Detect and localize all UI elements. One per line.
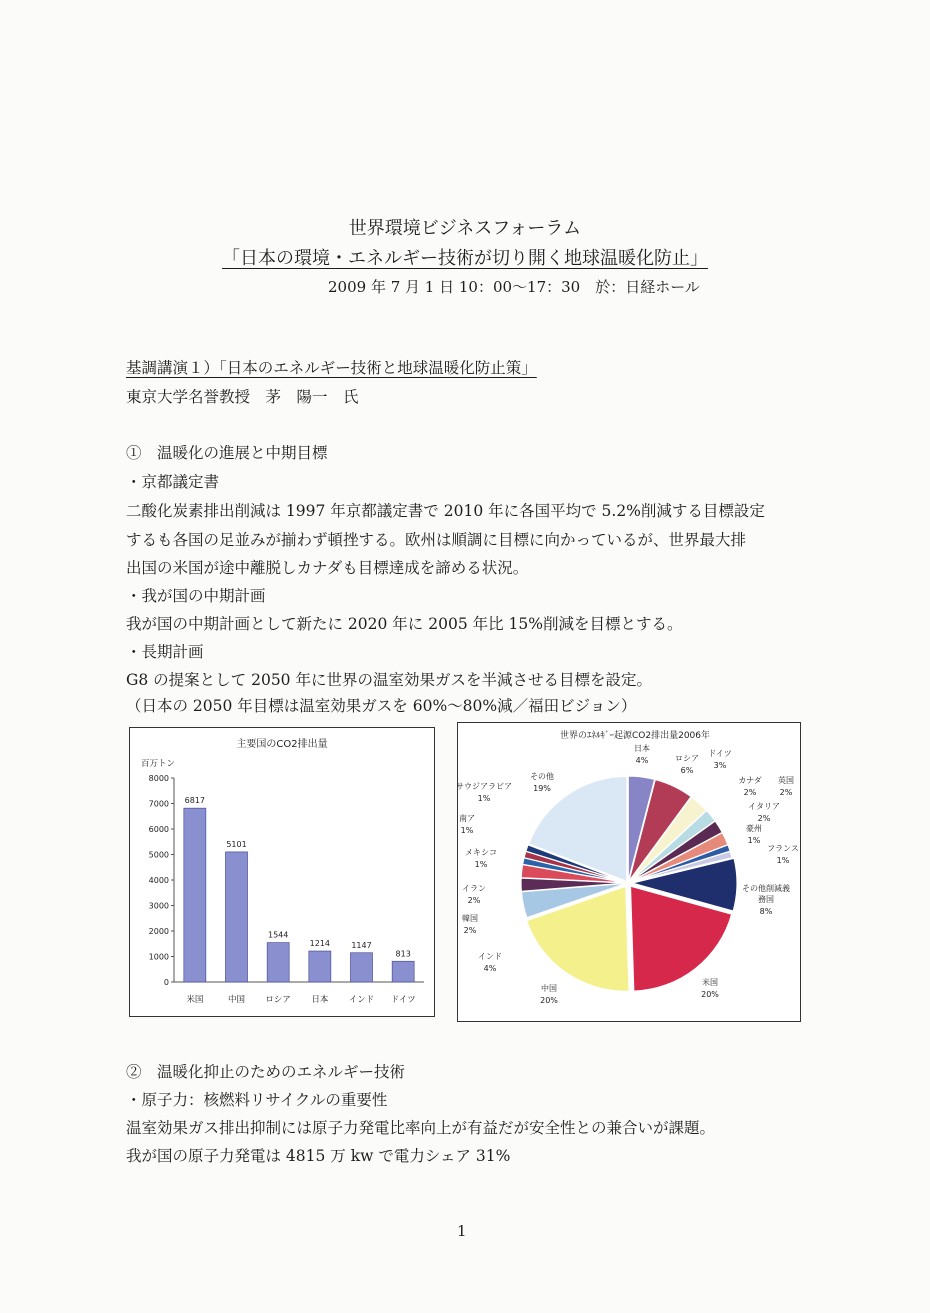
slice-label: 豪州	[746, 824, 762, 833]
y-tick-label: 0	[163, 978, 169, 987]
slice-percent: 8%	[759, 907, 773, 916]
bar	[309, 951, 331, 982]
slice-label: 中国	[541, 984, 557, 993]
bar-chart	[130, 728, 434, 1016]
paragraph-line: 二酸化炭素排出削減は 1997 年京都議定書で 2010 年に各国平均で 5.2%削減する目標設定	[126, 502, 765, 520]
slice-label: メキシコ	[465, 848, 497, 857]
event-datetime: 2009 年 7 月 1 日 10：00〜17：30 於：日経ホール	[328, 278, 700, 296]
bar-value-label: 1214	[309, 939, 331, 949]
x-tick-label: 日本	[311, 995, 329, 1005]
slice-label: イラン	[462, 884, 486, 893]
slice-percent: 4%	[483, 964, 497, 973]
x-tick-label: ドイツ	[390, 995, 416, 1005]
slice-percent: 20%	[540, 996, 558, 1005]
paragraph-line: （日本の 2050 年目標は温室効果ガスを 60%〜80%減／福田ビジョン）	[126, 697, 637, 715]
bar-chart-panel	[129, 727, 435, 1017]
slice-percent: 2%	[467, 896, 481, 905]
keynote-speaker: 東京大学名誉教授 茅 陽一 氏	[126, 388, 359, 406]
section1-heading: ① 温暖化の進展と中期目標	[126, 444, 328, 462]
y-axis-label: 百万トン	[141, 759, 176, 769]
bar-value-label: 813	[395, 949, 411, 959]
forum-title: 世界環境ビジネスフォーラム	[348, 218, 582, 239]
slice-label: その他削減義	[742, 884, 790, 893]
keynote-title: 基調講演１）「日本のエネルギー技術と地球温暖化防止策」	[126, 359, 537, 377]
bar	[392, 961, 414, 982]
paragraph-line: 我が国の原子力発電は 4815 万 kw で電力シェア 31%	[126, 1147, 511, 1165]
bar-value-label: 5101	[226, 839, 247, 849]
bar-value-label: 6817	[184, 796, 206, 806]
slice-label: 南ア	[459, 814, 475, 823]
bullet-longterm: ・長期計画	[126, 643, 204, 661]
bar-value-label: 1544	[267, 930, 289, 940]
slice-percent: 2%	[779, 788, 793, 797]
slice-label: 日本	[634, 744, 650, 753]
bar-value-label: 1147	[351, 940, 372, 950]
slice-percent: 6%	[680, 766, 694, 775]
slice-percent: 1%	[776, 856, 790, 865]
slice-label: 務国	[758, 895, 774, 904]
slice-percent: 1%	[747, 836, 761, 845]
slice-percent: 1%	[474, 860, 488, 869]
x-tick-label: 米国	[186, 995, 204, 1005]
x-tick-label: インド	[348, 995, 375, 1005]
slice-label: ロシア	[675, 754, 699, 763]
paragraph-line: するも各国の足並みが揃わず頓挫する。欧州は順調に目標に向かっているが、世界最大排	[126, 531, 747, 549]
slice-label: 韓国	[462, 914, 478, 923]
slice-label: ドイツ	[708, 749, 732, 758]
forum-subtitle	[0, 244, 930, 270]
slice-label: カナダ	[738, 776, 762, 785]
slice-label: 英国	[778, 776, 794, 785]
pie-chart	[458, 723, 800, 1021]
forum-subtitle-text: 「日本の環境・エネルギー技術が切り開く地球温暖化防止」	[222, 248, 708, 269]
pie-chart-panel	[457, 722, 801, 1022]
paragraph-line: 温室効果ガス排出抑制には原子力発電比率向上が有益だが安全性との兼合いが課題。	[126, 1119, 716, 1137]
bar	[267, 943, 289, 982]
slice-label: サウジアラビア	[458, 782, 512, 791]
slice-label: 米国	[702, 978, 718, 987]
paragraph-line: 出国の米国が途中離脱しカナダも目標達成を諦める状況。	[126, 559, 529, 577]
y-tick-label: 8000	[148, 774, 169, 783]
y-tick-label: 6000	[148, 825, 169, 834]
paragraph-line: 我が国の中期計画として新たに 2020 年に 2005 年比 15%削減を目標とする。	[126, 615, 683, 633]
bullet-kyoto: ・京都議定書	[126, 473, 220, 491]
slice-percent: 2%	[463, 926, 477, 935]
bar	[226, 852, 248, 982]
slice-percent: 2%	[743, 788, 757, 797]
slice-percent: 1%	[477, 794, 491, 803]
bullet-midterm: ・我が国の中期計画	[126, 587, 266, 605]
slice-label: インド	[478, 952, 502, 961]
bullet-nuclear: ・原子力：核燃料リサイクルの重要性	[126, 1091, 388, 1109]
x-tick-label: ロシア	[265, 995, 291, 1005]
y-tick-label: 1000	[148, 952, 169, 962]
bar	[351, 953, 373, 982]
slice-percent: 20%	[701, 990, 719, 999]
slice-percent: 1%	[460, 826, 474, 835]
paragraph-line: G8 の提案として 2050 年に世界の温室効果ガスを半減させる目標を設定。	[126, 671, 652, 689]
slice-percent: 4%	[635, 756, 649, 765]
bar	[184, 808, 206, 982]
y-tick-label: 5000	[148, 850, 169, 860]
chart-title: 世界のｴﾈﾙｷﾞｰ起源CO2排出量2006年	[560, 731, 710, 741]
slice-percent: 19%	[533, 784, 551, 793]
chart-title: 主要国のCO2排出量	[236, 739, 328, 750]
page-number: 1	[457, 1222, 467, 1240]
y-tick-label: 7000	[148, 799, 169, 809]
section2-heading: ② 温暖化抑止のためのエネルギー技術	[126, 1063, 406, 1081]
slice-percent: 3%	[713, 761, 727, 770]
slice-label: その他	[530, 772, 554, 781]
x-tick-label: 中国	[227, 995, 246, 1005]
y-tick-label: 2000	[148, 927, 169, 936]
slice-label: フランス	[767, 844, 799, 853]
slice-label: イタリア	[748, 802, 780, 811]
y-tick-label: 4000	[148, 876, 169, 885]
slice-percent: 2%	[757, 814, 771, 823]
y-tick-label: 3000	[148, 901, 169, 911]
